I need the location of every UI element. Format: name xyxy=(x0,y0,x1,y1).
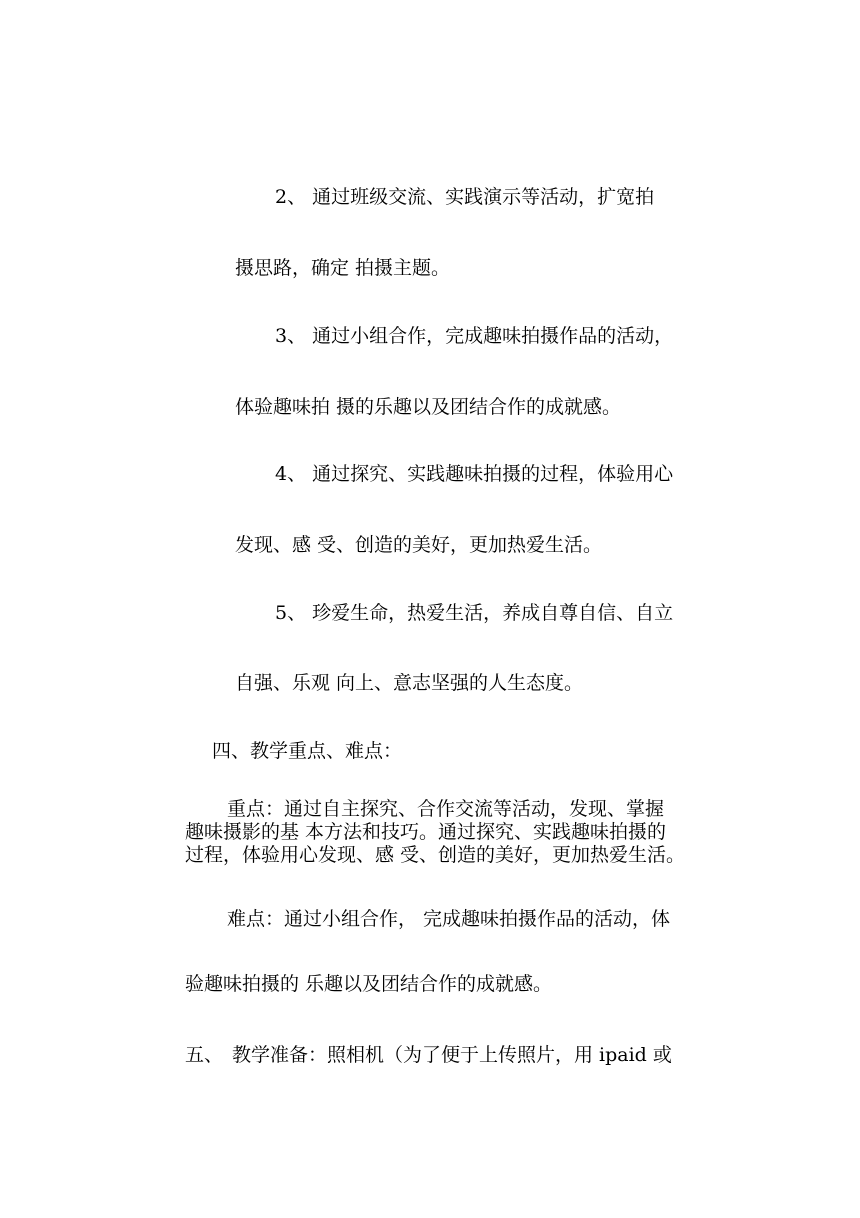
objective-3-line-2: 体验趣味拍 摄的乐趣以及团结合作的成就感。 xyxy=(235,396,622,418)
objective-2-line-2: 摄思路，确定 拍摄主题。 xyxy=(235,257,451,279)
key-points-paragraph xyxy=(185,798,685,867)
objective-4-line-2: 发现、感 受、创造的美好，更加热爱生活。 xyxy=(235,534,603,556)
difficulty-line-2: 验趣味拍摄的 乐趣以及团结合作的成就感。 xyxy=(185,973,553,995)
key-points-line-2: 趣味摄影的基 本方法和技巧。通过探究、实践趣味拍摄的 xyxy=(185,821,667,843)
objective-2-line-1: 2、 通过班级交流、实践演示等活动，扩宽拍 xyxy=(275,186,655,208)
objective-5-line-1: 5、 珍爱生命，热爱生活，养成自尊自信、自立 xyxy=(275,602,674,624)
objective-3-line-1: 3、 通过小组合作，完成趣味拍摄作品的活动， xyxy=(275,325,674,347)
key-points-line-1: 重点：通过自主探究、合作交流等活动，发现、掌握 xyxy=(227,798,665,820)
section-5-number: 五、 xyxy=(185,1044,224,1066)
section-5-text: 教学准备：照相机（为了便于上传照片，用 ipaid 或 xyxy=(232,1044,672,1066)
objective-5-line-2: 自强、乐观 向上、意志坚强的人生态度。 xyxy=(235,672,584,694)
difficulty-line-1: 难点：通过小组合作， 完成趣味拍摄作品的活动，体 xyxy=(227,908,671,930)
objective-4-line-1: 4、 通过探究、实践趣味拍摄的过程，体验用心 xyxy=(275,463,674,485)
section-4-heading: 四、教学重点、难点： xyxy=(212,740,403,762)
key-points-line-3: 过程，体验用心发现、感 受、创造的美好，更加热爱生活。 xyxy=(185,844,686,866)
